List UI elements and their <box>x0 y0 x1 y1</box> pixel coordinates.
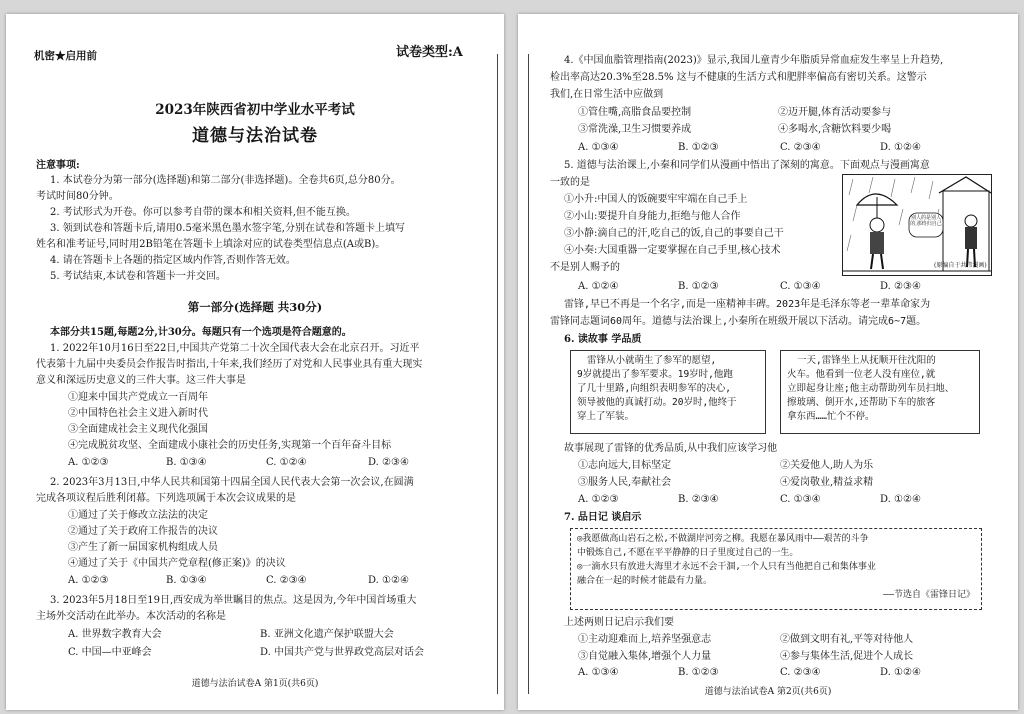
q4-stem: 我们,在日常生活中应做到 <box>550 89 664 100</box>
story-line: 穿上了军装。 <box>577 411 635 422</box>
q2-option-d: D. ①②④ <box>368 575 409 586</box>
story-box-right <box>780 350 980 434</box>
q5-option-c: C. ①③④ <box>780 281 821 292</box>
q3-option-c: C. 中国—中亚峰会 <box>68 647 152 658</box>
q7-question: 上述两则日记启示我们要 <box>564 617 674 628</box>
subject-title: 道德与法治试卷 <box>192 126 318 146</box>
story-line: 9岁就提出了参军要求。19岁时,他跑 <box>577 369 733 380</box>
q6-item: ④爱岗敬业,精益求精 <box>780 477 874 488</box>
part1-heading: 第一部分(选择题 共30分) <box>187 300 323 314</box>
q5-option-b: B. ①②③ <box>678 281 719 292</box>
note-line: 2. 考试形式为开卷。你可以参考自带的课本和相关资料,但不能互换。 <box>50 207 356 218</box>
notes-heading: 注意事项: <box>36 160 80 171</box>
exam-title: 2023年陕西省初中学业水平考试 <box>155 102 355 118</box>
q4-item: ④多喝水,含糖饮料要少喝 <box>778 124 892 135</box>
note-line: 4. 请在答题卡上各题的指定区域内作答,否则作答无效。 <box>50 255 296 266</box>
q4-item: ③常洗澡,卫生习惯要养成 <box>578 124 692 135</box>
diary-line: ◎一滴水只有放进大海里才永远不会干涸,一个人只有当他把自己和集体事业 <box>577 562 876 572</box>
q1-option-d: D. ②③④ <box>368 457 409 468</box>
q3-option-a: A. 世界数字教育大会 <box>68 629 162 640</box>
q2-stem: 2. 2023年3月13日,中华人民共和国第十四届全国人民代表大会第一次会议,在圆满 <box>50 477 414 488</box>
q6-option-b: B. ②③④ <box>678 494 719 505</box>
cartoon-image <box>842 174 992 276</box>
q3-option-b: B. 亚洲文化遗产保护联盟大会 <box>260 629 394 640</box>
lei-intro: 雷锋,早已不再是一个名字,而是一座精神丰碑。2023年是毛泽东等老一辈革命家为 <box>564 299 931 310</box>
page-footer: 道德与法治试卷A 第1页(共6页) <box>191 679 319 689</box>
q7-option-c: C. ②③④ <box>780 667 821 678</box>
q3-option-d: D. 中国共产党与世界政党高层对话会 <box>260 647 425 658</box>
story-line: 拿东西……忙个不停。 <box>787 411 875 422</box>
q5-item: 不是别人赐予的 <box>550 262 620 273</box>
q7-item: ③自觉融入集体,增强个人力量 <box>578 651 712 662</box>
q6-item: ③服务人民,奉献社会 <box>578 477 672 488</box>
q5-item: ①小升:中国人的饭碗要牢牢端在自己手上 <box>564 194 748 205</box>
q4-stem: 4.《中国血脂管理指南(2023)》显示,我国儿童青少年脂质异常血症发生率呈上升趋势, <box>564 55 944 66</box>
note-line: 3. 领到试卷和答题卡后,请用0.5毫米黑色墨水签字笔,分别在试卷和答题卡上填写 <box>50 223 405 234</box>
story-box-left <box>570 350 766 434</box>
confidential-label: 机密★启用前 <box>34 50 97 62</box>
note-line: 考试时间80分钟。 <box>36 191 119 202</box>
q2-item: ②通过了关于政府工作报告的决议 <box>68 526 218 537</box>
q5-stem: 5. 道德与法治课上,小秦和同学们从漫画中悟出了深刻的寓意。下面观点与漫画寓意 <box>564 160 930 171</box>
q5-item: ②小山:要提升自身能力,拒绝与他人合作 <box>564 211 741 222</box>
q3-stem: 主场外交活动在此举办。本次活动的名称是 <box>36 611 226 622</box>
q1-item: ①迎来中国共产党成立一百周年 <box>68 392 208 403</box>
q6-item: ②关爱他人,助人为乐 <box>780 460 874 471</box>
q7-option-d: D. ①②④ <box>880 667 921 678</box>
q1-item: ③全面建成社会主义现代化强国 <box>68 424 208 435</box>
q1-stem: 1. 2022年10月16日至22日,中国共产党第二十次全国代表大会在北京召开。习近平 <box>50 343 420 354</box>
paper-type-label: 试卷类型:A <box>396 45 463 60</box>
story-line: 擦玻璃、倒开水,还帮助下车的旅客 <box>787 397 936 408</box>
q4-option-d: D. ①②④ <box>880 142 921 153</box>
q3-stem: 3. 2023年5月18日至19日,西安成为举世瞩目的焦点。这是因为,今年中国首场重大 <box>50 595 417 606</box>
q7-item: ④参与集体生活,促进个人成长 <box>780 651 914 662</box>
q1-stem: 代表第十九届中央委员会作报告时指出,十年来,我们经历了对党和人民事业具有重大现实 <box>36 359 423 370</box>
story-line: 火车。他看到一位老人没有座位,就 <box>787 369 936 380</box>
q7-option-b: B. ①②③ <box>678 667 719 678</box>
diary-line: ◎我愿做高山岩石之松,不做湖岸河旁之柳。我愿在暴风雨中——艰苦的斗争 <box>577 534 869 544</box>
diary-source: ——节选自《雷锋日记》 <box>883 590 975 600</box>
q1-option-b: B. ①③④ <box>166 457 207 468</box>
note-line: 5. 考试结束,本试卷和答题卡一并交回。 <box>50 271 226 282</box>
q5-item: ④小奏:大国重器一定要掌握在自己手里,核心技术 <box>564 245 781 256</box>
story-line: 了几十里路,向组织表明参军的决心, <box>577 383 731 394</box>
q2-item: ④通过了关于《中国共产党章程(修正案)》的决议 <box>68 558 286 569</box>
q2-item: ①通过了关于修改立法法的决定 <box>68 510 208 521</box>
q2-option-b: B. ①③④ <box>166 575 207 586</box>
q7-heading: 7. 品日记 谈启示 <box>564 512 642 523</box>
fold-line <box>528 54 529 694</box>
q5-stem: 一致的是 <box>550 177 590 188</box>
q2-stem: 完成各项议程后胜利闭幕。下列选项属于本次会议成果的是 <box>36 493 296 504</box>
q2-option-a: A. ①②③ <box>68 575 109 586</box>
q6-heading: 6. 读故事 学品质 <box>564 334 642 345</box>
q1-option-c: C. ①②④ <box>266 457 307 468</box>
q1-option-a: A. ①②③ <box>68 457 109 468</box>
story-line: 雷锋从小就萌生了参军的愿望, <box>587 355 717 366</box>
q4-item: ②迈开腿,体育活动要参与 <box>778 107 892 118</box>
q6-option-a: A. ①②③ <box>578 494 619 505</box>
note-line: 1. 本试卷分为第一部分(选择题)和第二部分(非选择题)。全卷共6页,总分80分。 <box>50 175 401 186</box>
q1-item: ④完成脱贫攻坚、全面建成小康社会的历史任务,实现第一个百年奋斗目标 <box>68 440 392 451</box>
exam-page-1 <box>6 14 504 710</box>
cartoon-caption: (原编自于共伟漫画) <box>934 262 987 269</box>
q6-option-d: D. ①②④ <box>880 494 921 505</box>
q4-option-c: C. ②③④ <box>780 142 821 153</box>
diary-line: 融合在一起的时候才能最有力量。 <box>577 576 713 586</box>
exam-page-2 <box>518 14 1018 710</box>
q4-item: ①管住嘴,高脂食品要控制 <box>578 107 692 118</box>
note-line: 姓名和准考证号,同时用2B铅笔在答题卡上填涂对应的试卷类型信息点(A或B)。 <box>36 239 386 250</box>
diary-line: 中锻炼自己,不愿在平平静静的日子里度过自己的一生。 <box>577 548 799 558</box>
q6-question: 故事展现了雷锋的优秀品质,从中我们应该学习他 <box>564 443 778 454</box>
q7-item: ①主动迎难而上,培养坚强意志 <box>578 634 712 645</box>
story-line: 领导被他的真诚打动。20岁时,他终于 <box>577 397 737 408</box>
q1-stem: 意义和深远历史意义的三件大事。这三件大事是 <box>36 375 246 386</box>
diary-box <box>570 528 982 610</box>
cartoon-speech-bubble: 别人的是别人的,那终归自己 <box>910 215 942 227</box>
fold-line <box>497 54 498 694</box>
part1-intro: 本部分共15题,每题2分,计30分。每题只有一个选项是符合题意的。 <box>50 327 352 338</box>
story-line: 一天,雷锋坐上从抚顺开往沈阳的 <box>797 355 936 366</box>
story-line: 立即起身让座;他主动帮助列车员扫地、 <box>787 383 955 394</box>
q7-option-a: A. ①③④ <box>578 667 619 678</box>
q1-item: ②中国特色社会主义进入新时代 <box>68 408 208 419</box>
q6-option-c: C. ①③④ <box>780 494 821 505</box>
q4-option-a: A. ①③④ <box>578 142 619 153</box>
q6-item: ①志向远大,目标坚定 <box>578 460 672 471</box>
q7-item: ②做到文明有礼,平等对待他人 <box>780 634 914 645</box>
q2-item: ③产生了新一届国家机构组成人员 <box>68 542 218 553</box>
q4-option-b: B. ①②③ <box>678 142 719 153</box>
q4-stem: 检出率高达20.3%至28.5% 这与不健康的生活方式和肥胖率偏高有密切关系。这警示 <box>550 72 927 83</box>
q2-option-c: C. ②③④ <box>266 575 307 586</box>
page-footer: 道德与法治试卷A 第2页(共6页) <box>704 687 832 697</box>
lei-intro: 雷锋同志题词60周年。道德与法治课上,小秦所在班级开展以下活动。请完成6~7题。 <box>550 316 927 327</box>
q5-option-a: A. ①②④ <box>578 281 619 292</box>
q5-option-d: D. ②③④ <box>880 281 921 292</box>
q5-item: ③小静:滴自己的汗,吃自己的饭,自己的事要自己干 <box>564 228 784 239</box>
